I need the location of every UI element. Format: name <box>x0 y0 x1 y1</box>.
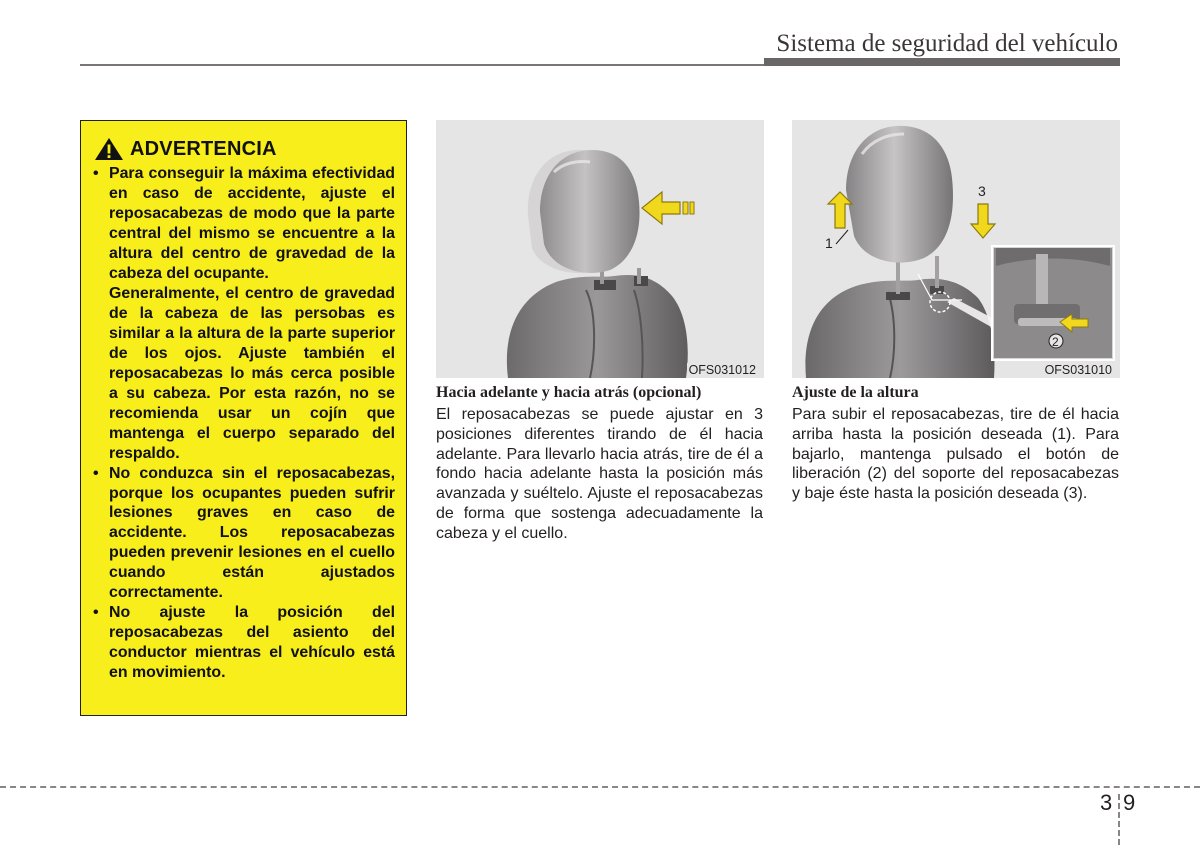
section-caption-height: Ajuste de la altura <box>792 384 919 401</box>
figure-code: OFS031010 <box>1044 363 1112 377</box>
headrest-height-illustration <box>792 120 1120 378</box>
footer-rule <box>0 786 1200 788</box>
page-header-title: Sistema de seguridad del vehículo <box>776 30 1118 57</box>
footer-divider <box>1118 794 1120 845</box>
callout-3: 3 <box>978 183 986 199</box>
section-text-fore-aft: El reposacabezas se puede ajustar en 3 posiciones diferentes tirando de él hacia adelante. Para llevarlo hacia atrás, tire de él a fondo hacia adelante hasta la posición más avanzada y suéltelo. Ajuste el reposacabezas de forma que sostenga adecuadamente la cabeza y el cuello. <box>436 406 763 542</box>
warning-title: ADVERTENCIA <box>130 137 277 160</box>
section-text-height: Para subir el reposacabezas, tire de él hacia arriba hasta la posición deseada (1). Para bajarlo, mantenga pulsado el botón de liberación (2) del soporte del reposacabezas y baje éste hasta la posición deseada (3). <box>792 406 1119 503</box>
chapter-number: 3 <box>1100 790 1113 815</box>
figure-headrest-fore-aft <box>436 120 764 378</box>
warning-paragraph: • No conduzca sin el reposacabezas, porque los ocupantes pueden sufrir lesiones graves en caso de accidente. Los reposacabezas pueden prevenir lesiones en el cuello cuando están ajustados correctamente. <box>109 464 395 602</box>
warning-paragraph: • No ajuste la posición del reposacabezas del asiento del conductor mientras el vehículo está en movimiento. <box>109 603 395 681</box>
headrest-fore-aft-illustration <box>436 120 764 378</box>
figure-code: OFS031012 <box>688 363 756 377</box>
figure-headrest-height <box>792 120 1120 378</box>
warning-item <box>92 464 395 603</box>
page-number: 9 <box>1123 790 1136 815</box>
header-accent-bar <box>764 58 1120 66</box>
section-caption-fore-aft: Hacia adelante y hacia atrás (opcional) <box>436 384 702 401</box>
warning-paragraph: • Para conseguir la máxima efectividad en caso de accidente, ajuste el reposacabezas de modo que la parte central del mismo se encuentre a la altura del centro de gravedad de la cabeza del ocupante. <box>109 165 395 282</box>
warning-item <box>92 164 395 464</box>
warning-box <box>80 120 407 716</box>
warning-paragraph: Generalmente, el centro de gravedad de la cabeza de las persobas es similar a la altura de la parte superior de los ojos. Ajuste también el reposacabezas lo más cerca posible a su cabeza. Por esta razón, no se recomienda usar un cojín que mantenga el cuerpo separado del respaldo. <box>109 285 395 462</box>
warning-list <box>92 164 395 683</box>
warning-triangle-icon <box>94 137 124 161</box>
warning-item <box>92 603 395 683</box>
callout-1: 1 <box>825 235 833 251</box>
warning-heading <box>92 135 395 163</box>
callout-2: 2 <box>1052 335 1059 349</box>
